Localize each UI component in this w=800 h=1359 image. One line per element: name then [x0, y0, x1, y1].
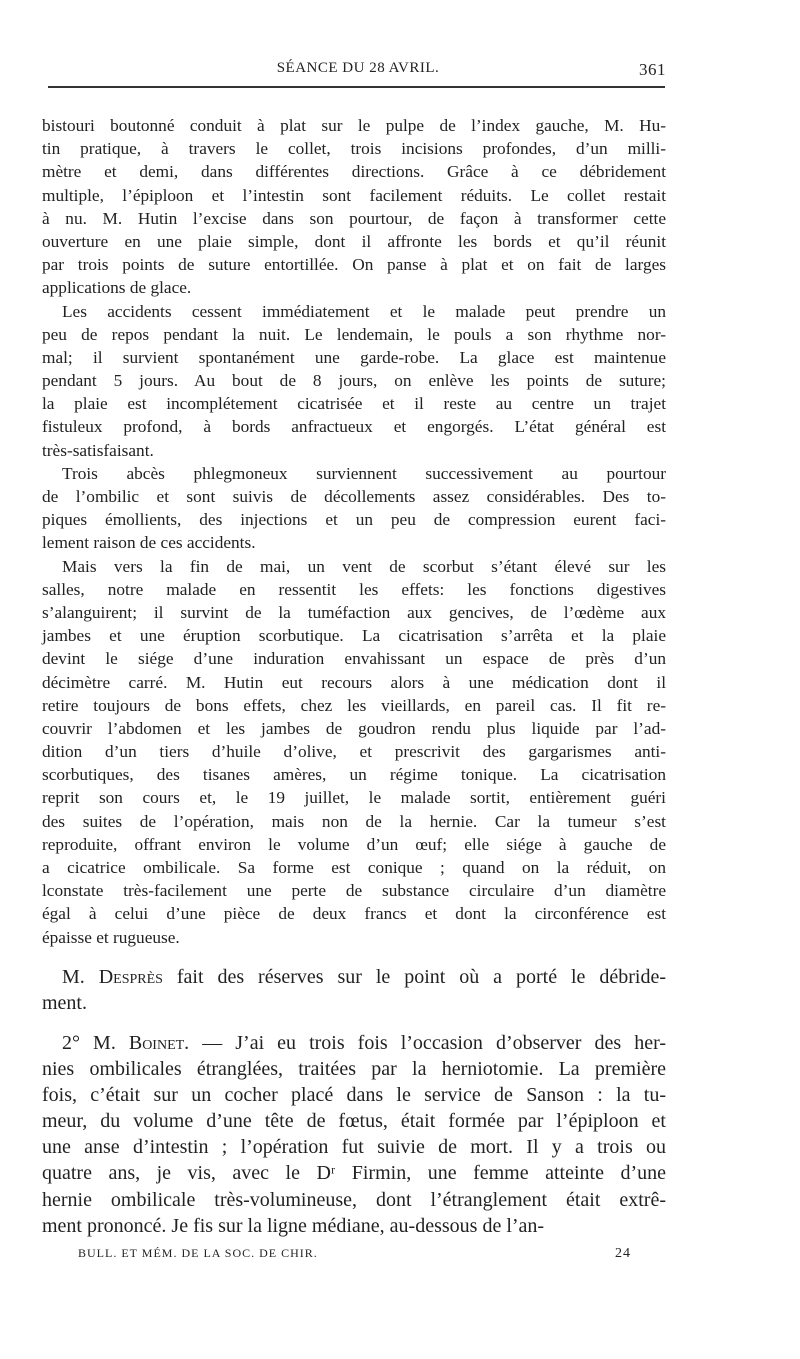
text-line: applications de glace. [42, 278, 192, 298]
text-line: mal; il survient spontanément une garde-robe. La glace est maintenue [42, 347, 666, 367]
text-line: a cicatrice ombilicale. Sa forme est conique ; quand on la réduit, on [42, 858, 666, 877]
text-line: salles, notre malade en ressentit les effets: les fonctions digestives [42, 579, 666, 599]
text-line: peu de repos pendant la nuit. Le lendemain, le pouls a son rhythme nor- [42, 324, 666, 344]
text-line: une anse d’intestin ; l’opération fut suivie de mort. Il y a trois ou [42, 1136, 666, 1159]
text-line: lconstate très-facilement une perte de substance circulaire d’un diamètre [42, 881, 666, 901]
body-text-section [42, 114, 666, 949]
text-line: Mais vers la fin de mai, un vent de scorbut s’étant élevé sur les [62, 556, 666, 576]
speaker-prefix: M. [62, 966, 99, 988]
line-text: fait des réserves sur le point où a porté le débride- [162, 966, 666, 988]
text-line: meur, du volume d’une tête de fœtus, était formée par l’épiploon et [42, 1110, 666, 1133]
header-rule [48, 86, 665, 88]
text-line: égal à celui d’une pièce de deux francs et dont la circonférence est [42, 904, 666, 924]
text-line: fistuleux profond, à bords anfractueux et engorgés. L’état général est [42, 417, 666, 437]
text-line: reprit son cours et, le 19 juillet, le malade sortit, entièrement guéri [42, 788, 666, 808]
line-text: — J’ai eu trois fois l’occasion d’observer des her- [189, 1032, 666, 1054]
text-line: reproduite, offrant environ le volume d’un œuf; elle siége à gauche de [42, 834, 666, 854]
text-line: hernie ombilicale très-volumineuse, dont l’étranglement était extrê- [42, 1188, 666, 1211]
text-line: ouverture en une plaie simple, dont il affronte les bords et qu’il réunit [42, 231, 666, 251]
text-line: la plaie est incomplétement cicatrisée et il reste au centre un trajet [42, 394, 666, 414]
text-line: nies ombilicales étranglées, traitées par la herniotomie. La première [42, 1058, 666, 1081]
page-number: 361 [639, 60, 666, 79]
text-line: de l’ombilic et sont suivis de décollements assez considérables. Des to- [42, 487, 666, 506]
running-header-title: SÉANCE DU 28 AVRIL. [276, 60, 440, 76]
text-line: retire toujours de bons effets, chez les vieillards, en pareil cas. Il fit re- [42, 695, 666, 715]
text-line: ment. [42, 992, 87, 1015]
text-line [42, 1030, 666, 1056]
text-line: par trois points de suture entortillée. On panse à plat et on fait de larges [42, 255, 666, 275]
text-line: quatre ans, je vis, avec le Dʳ Firmin, une femme atteinte d’une [42, 1162, 666, 1185]
text-line: scorbutiques, des tisanes amères, un régime tonique. La cicatrisation [42, 765, 666, 785]
speaker-name: Boinet. [128, 1032, 190, 1054]
text-line: piques émollients, des injections et un peu de compression eurent faci- [42, 510, 666, 530]
text-line: très-satisfaisant. [42, 440, 154, 460]
footer-signature-mark: 24 [615, 1246, 631, 1261]
speaker-prefix: 2° M. [62, 1032, 129, 1054]
text-line: ment prononcé. Je fis sur la ligne médiane, au-dessous de l’an- [42, 1214, 545, 1237]
text-line: Trois abcès phlegmoneux surviennent successivement au pourtour [62, 463, 666, 483]
text-line: des suites de l’opération, mais non de la hernie. Car la tumeur s’est [42, 811, 666, 831]
text-line: lement raison de ces accidents. [42, 533, 256, 553]
text-line: pendant 5 jours. Au bout de 8 jours, on enlève les points de suture; [42, 371, 666, 391]
text-line: décimètre carré. M. Hutin eut recours alors à une médication dont il [42, 672, 666, 692]
text-line: mètre et demi, dans différentes directions. Grâce à ce débridement [42, 162, 666, 182]
speaker-name: Desprès [98, 966, 163, 988]
footer-journal-title: BULL. ET MÉM. DE LA SOC. DE CHIR. [78, 1246, 318, 1260]
text-line: couvrir l’abdomen et les jambes de goudron rendu plus liquide par l’ad- [42, 718, 666, 738]
text-line: épaisse et rugueuse. [42, 927, 180, 947]
text-line: devint le siége d’une induration envahissant un espace de près d’un [42, 649, 666, 669]
text-line: s’alanguirent; il survint de la tuméfaction aux gencives, de l’œdème aux [42, 602, 666, 622]
boinet-remark [42, 1030, 666, 1239]
text-line: multiple, l’épiploon et l’intestin sont facilement réduits. Le collet restait [42, 185, 666, 205]
text-line: fois, c’était sur un cocher placé dans le service de Sanson : la tu- [42, 1084, 666, 1107]
text-line: à nu. M. Hutin l’excise dans son pourtour, de façon à transformer cette [42, 208, 666, 228]
text-line: bistouri boutonné conduit à plat sur le pulpe de l’index gauche, M. Hu- [42, 116, 666, 135]
text-line: Les accidents cessent immédiatement et le malade peut prendre un [62, 301, 666, 321]
text-line [42, 964, 666, 990]
despres-remark [42, 964, 666, 1016]
text-line: dition d’un tiers d’huile d’olive, et prescrivit des gargarismes anti- [42, 742, 666, 762]
text-line: tin pratique, à travers le collet, trois incisions profondes, d’un milli- [42, 139, 666, 159]
text-line: jambes et une éruption scorbutique. La cicatrisation s’arrêta et la plaie [42, 626, 666, 646]
